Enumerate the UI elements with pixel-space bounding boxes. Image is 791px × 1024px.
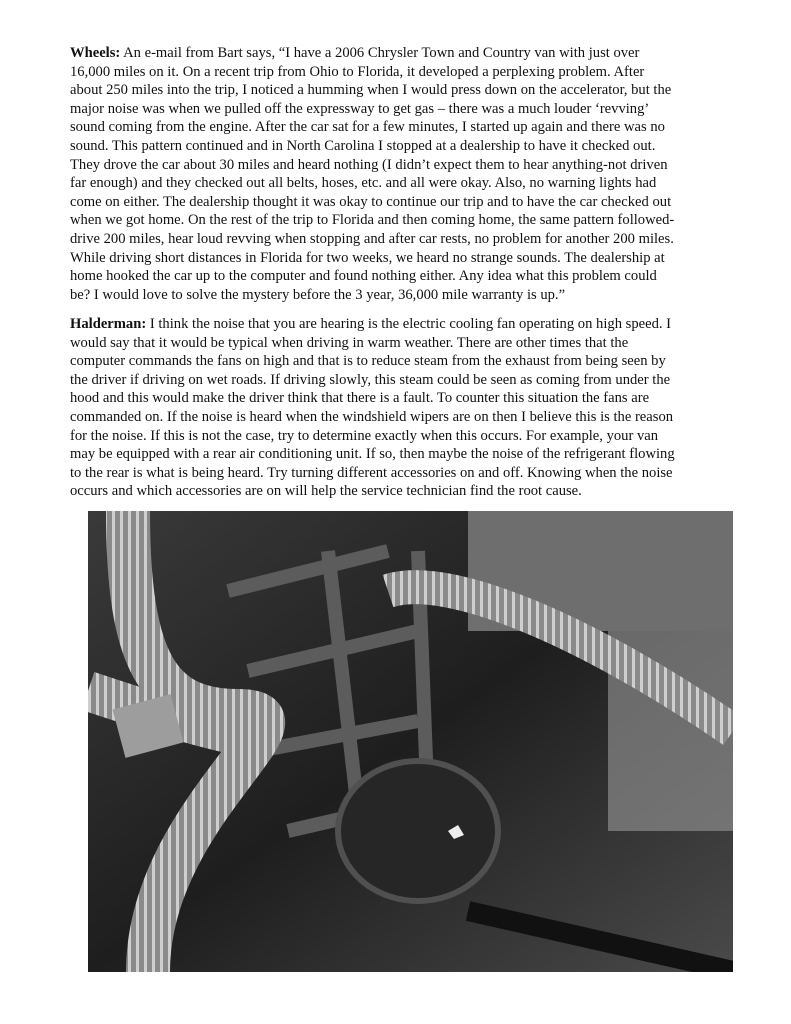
text-line: major noise was when we pulled off the expressway to get gas – there was a much louder ‘revving’ xyxy=(70,100,650,117)
text-span: I think the noise that you are hearing is the electric cooling fan operating on high speed. I xyxy=(146,316,672,332)
text-line: commanded on. If the noise is heard when the windshield wipers are on then I believe this is the reason xyxy=(70,408,674,425)
text-line: While driving short distances in Florida for two weeks, we heard no strange sounds. The dealership at xyxy=(70,249,665,266)
text-line: would say that it would be typical when driving in warm weather. There are other times that the xyxy=(70,334,629,351)
text-line: 16,000 miles on it. On a recent trip from Ohio to Florida, it developed a perplexing problem. After xyxy=(70,63,645,80)
text-line: occurs and which accessories are on will help the service technician find the root cause. xyxy=(70,483,582,500)
text-line: far enough) and they checked out all belts, hoses, etc. and all were okay. Also, no warning lights had xyxy=(70,175,657,192)
text-line: come on either. The dealership thought it was okay to continue our trip and to have the car checked out xyxy=(70,193,672,210)
text-line: sound coming from the engine. After the car sat for a few minutes, I started up again and there was no xyxy=(70,119,665,136)
text-line: when we got home. On the rest of the trip to Florida and then coming home, the same pattern followed- xyxy=(70,212,675,229)
text-line xyxy=(70,44,770,63)
answer-paragraph xyxy=(70,315,770,501)
fan-motor xyxy=(338,761,498,901)
engine-fan-photo xyxy=(88,511,733,972)
text-line: the driver if driving on wet roads. If driving slowly, this steam could be seen as coming from under the xyxy=(70,371,671,388)
speaker-label: Halderman: xyxy=(70,316,147,332)
text-line: hood and this would make the driver think that there is a fault. To counter this situation the fans are xyxy=(70,390,650,407)
text-line: drive 200 miles, hear loud revving when stopping and after car rests, no problem for another 200 miles. xyxy=(70,230,674,247)
text-line: computer commands the fans on high and that is to reduce steam from the exhaust from being seen by xyxy=(70,353,666,370)
text-line: home hooked the car up to the computer and found nothing either. Any idea what this problem could xyxy=(70,268,657,285)
text-line: for the noise. If this is not the case, try to determine exactly when this occurs. For example, your van xyxy=(70,427,659,444)
text-line: be? I would love to solve the mystery before the 3 year, 36,000 mile warranty is up.” xyxy=(70,286,566,303)
text-span: An e-mail from Bart says, “I have a 2006 Chrysler Town and Country van with just over xyxy=(120,45,640,61)
speaker-label: Wheels: xyxy=(70,45,121,61)
text-line: to the rear is what is being heard. Try turning different accessories on and off. Knowing when the noise xyxy=(70,464,673,481)
letter-paragraph xyxy=(70,44,770,304)
text-line: about 250 miles into the trip, I noticed a humming when I would press down on the accelerator, but the xyxy=(70,82,672,99)
text-line: may be equipped with a rear air conditioning unit. If so, then maybe the noise of the refrigerant flowing xyxy=(70,446,675,463)
text-line: sound. This pattern continued and in North Carolina I stopped at a dealership to have it checked out. xyxy=(70,137,656,154)
text-line xyxy=(70,315,770,334)
photo-illustration xyxy=(88,511,733,972)
text-line: They drove the car about 30 miles and heard nothing (I didn’t expect them to hear anything-not driven xyxy=(70,156,668,173)
